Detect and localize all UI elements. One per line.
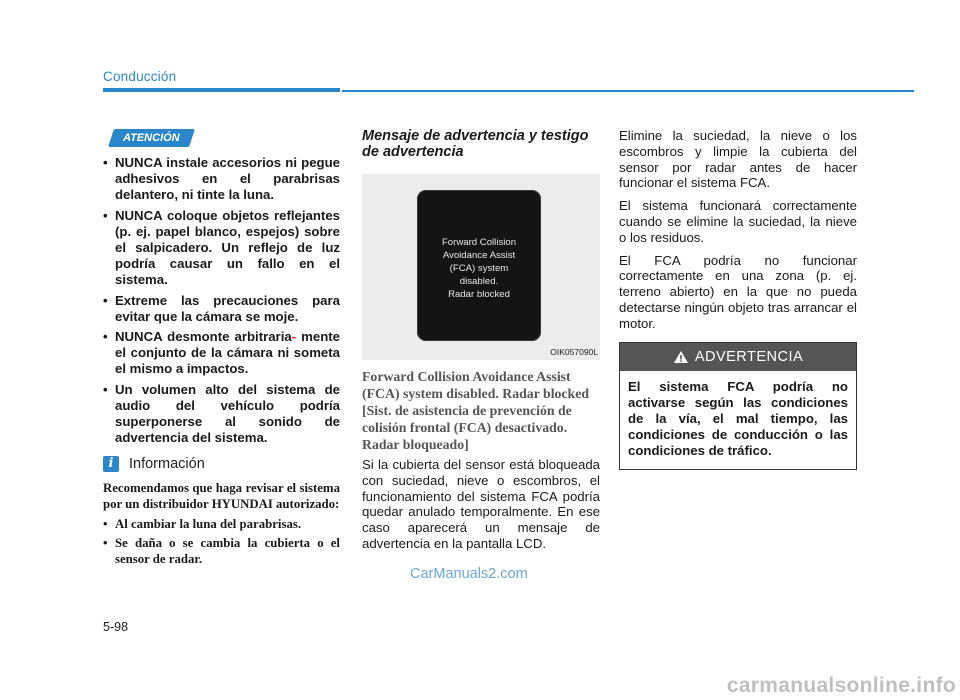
lcd-message: Forward Collision Avoidance Assist (FCA) system disabled. Radar blocked — [441, 237, 517, 300]
warning-box — [619, 342, 857, 470]
figure-caption: Forward Collision Avoidance Assist (FCA) system disabled. Radar blocked [Sist. de asistencia de prevención de colisión frontal (FCA) desactivado. Radar bloqueado] — [362, 369, 590, 452]
caution-item: • NUNCA instale accesorios ni pegue adhesivos en el parabrisas delantero, ni tinte la luna. — [103, 155, 340, 204]
body-paragraph: Si la cubierta del sensor está bloqueada con suciedad, nieve o escombros, el funcionamiento del sistema FCA podría quedar anulado temporalmente. En ese caso aparecerá un mensaje de advertencia en la pantalla LCD. — [362, 457, 600, 551]
caution-tag: ATENCIÓN — [108, 129, 194, 147]
info-list — [103, 516, 340, 567]
warning-triangle-icon — [673, 350, 689, 364]
caution-item: • NUNCA desmonte arbitraria- mente el conjunto de la cámara ni someta el mismo a impactos. — [103, 329, 340, 378]
watermark-bottom: carmanualsonline.info — [726, 674, 956, 697]
warning-header — [620, 343, 856, 371]
info-item: • Se daña o se cambia la cubierta o el sensor de radar. — [103, 535, 340, 567]
warning-text: El sistema FCA podría no activarse según las condiciones de la vía, el mal tiempo, las condiciones de conducción o las condiciones de tráfico. — [628, 378, 848, 458]
dashboard-figure — [362, 174, 600, 360]
figure-code: OIK057090L — [550, 347, 598, 357]
info-body — [103, 480, 340, 567]
body-paragraph: El FCA podría no funcionar correctamente en una zona (p. ej. terreno abierto) en la que no pueda detectarse ningún objeto tras arrancar el motor. — [619, 252, 857, 331]
info-header — [103, 456, 340, 472]
header-rule-thick — [103, 88, 340, 92]
info-icon: i — [103, 456, 119, 472]
column-right — [619, 128, 857, 470]
caution-item: • Un volumen alto del sistema de audio del vehículo podría superponerse al sonido de advertencia del sistema. — [103, 382, 340, 447]
info-title: Información — [129, 456, 205, 473]
section-title: Conducción — [103, 69, 177, 84]
column-middle — [362, 128, 600, 559]
caution-item: • Extreme las precauciones para evitar que la cámara se moje. — [103, 293, 340, 325]
page-number: 5-98 — [103, 620, 129, 634]
section-heading: Mensaje de advertencia y testigo de advertencia — [362, 128, 589, 160]
caution-list — [103, 155, 340, 446]
info-item: • Al cambiar la luna del parabrisas. — [103, 516, 340, 532]
caution-item: • NUNCA coloque objetos reflejantes (p. ej. papel blanco, espejos) sobre el salpicadero. Un reflejo de luz podría causar un fallo en el sistema. — [103, 208, 340, 289]
body-paragraph: El sistema funcionará correctamente cuando se elimine la suciedad, la nieve o los residuos. — [619, 198, 857, 245]
watermark-link[interactable]: CarManuals2.com — [410, 566, 528, 582]
body-paragraph: Elimine la suciedad, la nieve o los escombros y limpie la cubierta del sensor por radar antes de hacer funcionar el sistema FCA. — [619, 128, 857, 191]
warning-title: ADVERTENCIA — [694, 348, 804, 365]
header-rule-thin — [342, 90, 914, 92]
column-left — [103, 128, 340, 570]
info-intro: Recomendamos que haga revisar el sistema por un distribuidor HYUNDAI autorizado: — [103, 481, 340, 512]
lcd-screen — [417, 190, 541, 341]
hyphen-mark: - — [291, 329, 297, 345]
